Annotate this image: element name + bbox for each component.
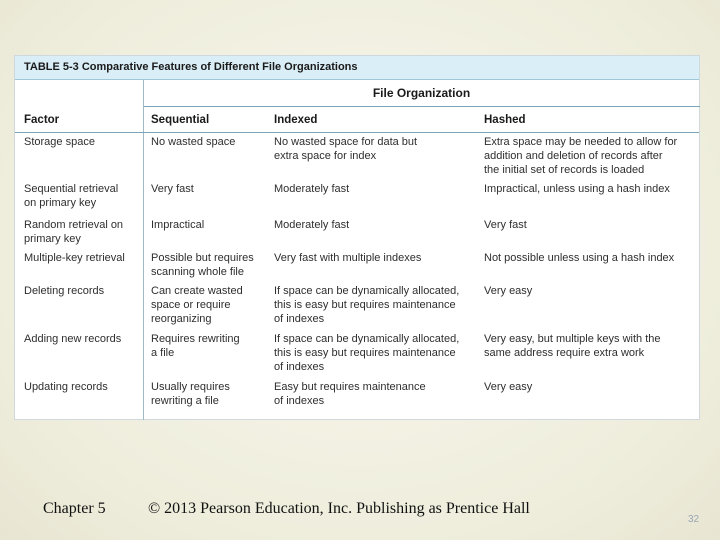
header-rule — [15, 132, 699, 133]
column-header-indexed: Indexed — [274, 114, 318, 126]
footer-chapter: Chapter 5 — [43, 500, 106, 517]
column-header-hashed: Hashed — [484, 114, 526, 126]
table-cell: Random retrieval on primary key — [24, 219, 124, 245]
table-cell: Multiple-key retrieval — [24, 252, 125, 264]
footer-copyright: © 2013 Pearson Education, Inc. Publishing as Prentice Hall — [148, 500, 530, 517]
table-cell: Moderately fast — [274, 219, 350, 231]
table-cell: Deleting records — [24, 285, 105, 297]
table-cell: Updating records — [24, 381, 108, 393]
table-cell: No wasted space for data but extra space for index — [274, 136, 418, 162]
table-cell: Very fast — [484, 219, 527, 231]
table-cell: Easy but requires maintenance of indexes — [274, 381, 426, 407]
comparison-table — [14, 55, 700, 420]
column-header-factor: Factor — [24, 114, 60, 126]
table-cell: Possible but requires scanning whole file — [151, 252, 254, 278]
table-cell: Very fast with multiple indexes — [274, 252, 422, 264]
table-cell: Requires rewriting a file — [151, 333, 240, 359]
column-header-sequential: Sequential — [151, 114, 210, 126]
group-header: File Organization — [372, 86, 471, 100]
group-header-band — [143, 80, 700, 107]
table-cell: Not possible unless using a hash index — [484, 252, 675, 264]
table-cell: Usually requires rewriting a file — [151, 381, 230, 407]
table-cell: No wasted space — [151, 136, 236, 148]
table-cell: Very easy — [484, 285, 533, 297]
table-cell: Sequential retrieval on primary key — [24, 183, 119, 209]
table-title-band — [15, 56, 699, 80]
table-cell: Adding new records — [24, 333, 122, 345]
table-cell: Very fast — [151, 183, 194, 195]
table-cell: Impractical, unless using a hash index — [484, 183, 670, 195]
table-cell: If space can be dynamically allocated, this is easy but requires maintenance of indexes — [274, 285, 460, 325]
table-cell: Very easy, but multiple keys with the same address require extra work — [484, 333, 661, 359]
table-cell: Storage space — [24, 136, 95, 148]
table-cell: Can create wasted space or require reorganizing — [151, 285, 243, 325]
table-cell: Extra space may be needed to allow for addition and deletion of records after the initial set of records is loaded — [484, 136, 678, 176]
page-number: 32 — [688, 514, 700, 525]
column-divider — [143, 80, 144, 420]
table-cell: If space can be dynamically allocated, this is easy but requires maintenance of indexes — [274, 333, 460, 373]
table-cell: Impractical — [151, 219, 205, 231]
table-title: TABLE 5-3 Comparative Features of Different File Organizations — [24, 61, 358, 73]
table-cell: Moderately fast — [274, 183, 350, 195]
table-cell: Very easy — [484, 381, 533, 393]
